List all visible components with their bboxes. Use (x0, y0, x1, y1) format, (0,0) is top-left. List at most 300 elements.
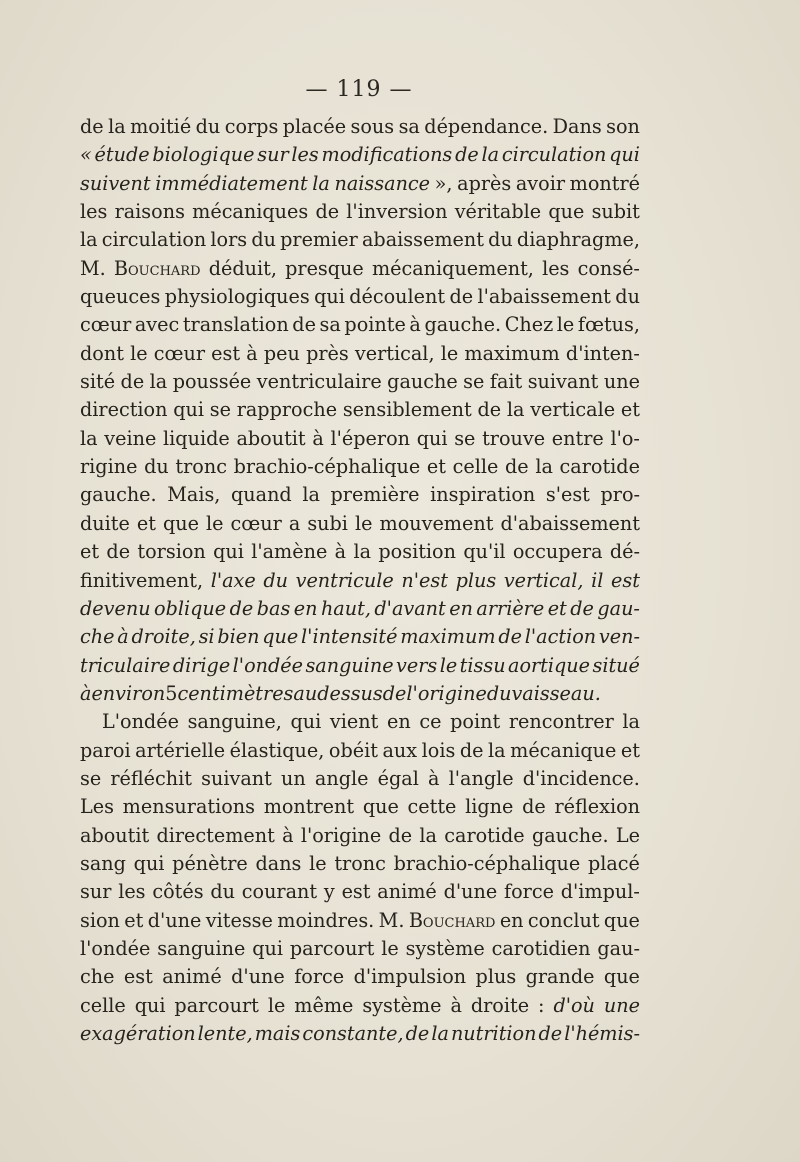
word: Bouchard (113, 256, 201, 280)
word: placée (282, 115, 347, 138)
word: force (504, 880, 554, 904)
text-line (80, 311, 640, 339)
text-line (80, 481, 640, 509)
word: poussée (172, 370, 252, 394)
word: la (108, 115, 126, 138)
word: gau- (597, 596, 640, 620)
word: à (312, 426, 324, 450)
word: le (556, 313, 575, 337)
word: animé (162, 965, 222, 989)
word: abaissement (361, 228, 484, 252)
word: le (309, 851, 327, 875)
word: animé (377, 880, 437, 904)
word: l'origine (300, 823, 382, 847)
text-line (80, 396, 640, 424)
body-text (80, 113, 640, 1048)
word: tissu (459, 653, 506, 677)
word: centimètres (177, 681, 294, 705)
word: du (251, 228, 276, 252)
word: L'ondée (102, 710, 179, 734)
word: vertical, (503, 568, 584, 592)
word: est (341, 880, 371, 904)
text-line (80, 652, 640, 680)
word: paroi (80, 738, 131, 762)
word: Le (615, 823, 640, 847)
word: d'inten- (565, 341, 640, 365)
word: que (162, 511, 199, 535)
word: grande (525, 965, 595, 989)
word: dépendance. (424, 115, 549, 138)
word: mécaniques (192, 200, 309, 224)
word: qui (213, 540, 244, 564)
word: se (80, 766, 102, 790)
word: che (80, 625, 115, 649)
word: de (522, 795, 546, 819)
word: sanguine (305, 653, 394, 677)
word: ventriculaire (256, 370, 382, 394)
word: est (211, 341, 241, 365)
word: vers (396, 653, 438, 677)
word: d'abaissement (500, 511, 640, 535)
word: gauche. (531, 823, 609, 847)
word: l'éperon (330, 426, 410, 450)
word: à (246, 341, 258, 365)
word: raisons (114, 200, 185, 224)
word: et (620, 398, 640, 422)
word: égal (377, 766, 419, 790)
word: duite (80, 511, 130, 535)
word: même (294, 993, 354, 1017)
text-line (80, 567, 640, 595)
word: bien (217, 625, 260, 649)
word: de (405, 1022, 430, 1045)
word: à (282, 823, 294, 847)
word: premier (280, 228, 358, 252)
word: après (457, 171, 512, 195)
word: l'axe (210, 568, 256, 592)
word: oblique (154, 596, 227, 620)
word: aboutit (236, 426, 306, 450)
word: gau- (597, 936, 640, 960)
word: sang (80, 851, 126, 875)
word: le (381, 936, 399, 960)
word: ventricule (295, 568, 394, 592)
word: montré (569, 171, 640, 195)
word: les (542, 256, 570, 280)
word: obéit (328, 738, 378, 762)
text-line (80, 368, 640, 396)
text-line (80, 737, 640, 765)
word: un (281, 766, 306, 790)
word: naissance (334, 171, 431, 195)
word: à (80, 681, 92, 705)
text-line (80, 935, 640, 963)
text-line (80, 1020, 640, 1048)
word: qui (416, 426, 448, 450)
word: Dans (552, 115, 602, 138)
word: maximum (400, 625, 496, 649)
word: mouvement (379, 511, 494, 535)
word: qui (252, 936, 283, 960)
word: aux (382, 738, 418, 762)
word: entre (551, 426, 604, 450)
word: d'une (147, 908, 202, 932)
word: de (120, 370, 145, 394)
text-line (80, 198, 640, 226)
word: une (603, 370, 640, 394)
word: nutrition (450, 1022, 537, 1045)
word: du (210, 880, 235, 904)
word: bas (256, 596, 291, 620)
word: et (136, 511, 156, 535)
word: qui (134, 993, 166, 1017)
word: occupera (512, 540, 603, 564)
word: sur (80, 880, 112, 904)
word: parcourt (174, 993, 259, 1017)
word: la (431, 1022, 449, 1045)
word: suivent (80, 171, 151, 195)
word: l'ondée (80, 936, 151, 960)
word: triculaire (80, 653, 171, 677)
word: pointe (344, 313, 406, 337)
word: vitesse (205, 908, 273, 932)
text-line (80, 878, 640, 906)
word: déduit, (208, 256, 277, 280)
word: la (535, 455, 553, 479)
word: à (409, 313, 421, 337)
word: de (315, 200, 340, 224)
word: l'ondée (232, 653, 303, 677)
word: qui (609, 143, 640, 167)
word: les (291, 143, 319, 167)
word: sur (257, 143, 289, 167)
word: finitivement, (80, 568, 204, 592)
word: le (206, 511, 224, 535)
word: l'action (524, 625, 597, 649)
word: de (505, 455, 529, 479)
word: les (118, 880, 146, 904)
word: quand (231, 483, 292, 507)
word: angle (314, 766, 369, 790)
word: carotide (444, 823, 525, 847)
word: qui (290, 710, 322, 734)
word: et (620, 738, 640, 762)
word: exagération (80, 1022, 196, 1045)
word: sensiblement (342, 398, 472, 422)
word: le (354, 511, 373, 535)
word: du (488, 228, 513, 252)
word: tronc (175, 455, 227, 479)
word: ligne (465, 795, 514, 819)
word: aortique (508, 653, 591, 677)
word: la (481, 143, 500, 167)
word: du (195, 115, 221, 138)
word: rapproche (236, 398, 338, 422)
word: pro- (600, 483, 640, 507)
word: arrière (476, 596, 545, 620)
word: une (603, 993, 640, 1017)
word: : (538, 993, 545, 1017)
word: presque (285, 256, 364, 280)
word: brachio-céphalique (233, 455, 421, 479)
word: réfléchit (110, 766, 192, 790)
text-line (80, 708, 640, 736)
word: en (386, 710, 411, 734)
word: physiologiques (164, 285, 310, 309)
word: environ (91, 681, 166, 705)
word: mensurations (122, 795, 255, 819)
word: suivant (201, 766, 272, 790)
word: de (459, 738, 484, 762)
text-line (80, 340, 640, 368)
word: force (294, 965, 345, 989)
word: courant (241, 880, 318, 904)
text-line (80, 907, 640, 935)
word: », (434, 171, 453, 195)
word: l'angle (448, 766, 514, 790)
word: conclut (527, 908, 600, 932)
word: suivant (527, 370, 599, 394)
word: dessus (317, 681, 383, 705)
word: mécanique (510, 738, 617, 762)
word: point (450, 710, 501, 734)
word: au (293, 681, 318, 705)
word: qui (173, 398, 204, 422)
word: l'o- (610, 426, 640, 450)
word: d'une (443, 880, 498, 904)
word: découlent (349, 285, 446, 309)
word: du (144, 455, 169, 479)
word: qu'il (463, 540, 506, 564)
word: Bouchard (408, 908, 496, 932)
word: de (80, 115, 104, 138)
word: Mais, (167, 483, 221, 507)
word: étude (94, 143, 150, 167)
word: vaisseau. (511, 681, 601, 705)
word: pénètre (172, 851, 248, 875)
text-line (80, 283, 640, 311)
word: carotide (559, 455, 640, 479)
word: de (292, 313, 316, 337)
word: cœur (230, 511, 282, 535)
word: à (117, 625, 129, 649)
word: la (419, 823, 437, 847)
word: n'est (401, 568, 448, 592)
word: si (198, 625, 215, 649)
word: a (288, 511, 301, 535)
word: de (477, 398, 502, 422)
word: le (439, 653, 458, 677)
word: « (80, 143, 92, 167)
word: sanguine, (187, 710, 282, 734)
word: à (428, 766, 440, 790)
word: la (488, 738, 506, 762)
word: de (449, 285, 474, 309)
word: trouve (482, 426, 546, 450)
text-line (80, 992, 640, 1020)
word: position (378, 540, 456, 564)
word: circulation (501, 143, 607, 167)
word: la (506, 398, 525, 422)
word: système (362, 993, 442, 1017)
word: le (267, 993, 286, 1017)
word: le (130, 341, 148, 365)
word: réflexion (554, 795, 640, 819)
word: artérielle (135, 738, 226, 762)
word: montrent (263, 795, 355, 819)
word: dont (80, 341, 124, 365)
word: de (229, 596, 254, 620)
word: gauche. (424, 313, 502, 337)
word: son (606, 115, 640, 138)
word: de (388, 823, 413, 847)
word: en (499, 908, 524, 932)
word: l'hémis- (564, 1022, 640, 1045)
word: la (302, 483, 320, 507)
word: sa (398, 115, 420, 138)
word: en (293, 596, 318, 620)
word: se (463, 370, 485, 394)
word: haut, (320, 596, 371, 620)
word: immédiatement (155, 171, 308, 195)
word: liquide (163, 426, 230, 450)
word: de (498, 625, 522, 649)
text-line (80, 623, 640, 651)
word: brachio-céphalique (393, 851, 581, 875)
word: subi (307, 511, 348, 535)
word: du (263, 568, 288, 592)
word: cœur (80, 313, 132, 337)
word: que (603, 965, 640, 989)
word: rigine (80, 455, 138, 479)
word: la (622, 710, 640, 734)
word: droite, (131, 625, 196, 649)
text-line (80, 850, 640, 878)
word: 5 (165, 681, 178, 705)
word: che (80, 965, 115, 989)
word: d'incidence. (522, 766, 640, 790)
word: celle (80, 993, 126, 1017)
word: verticale (530, 398, 616, 422)
text-line (80, 255, 640, 283)
word: se (209, 398, 231, 422)
word: élastique, (229, 738, 325, 762)
word: diaphragme, (516, 228, 640, 252)
word: l'origine (406, 681, 487, 705)
text-line (80, 226, 640, 254)
word: cette (407, 795, 457, 819)
word: M. (378, 908, 405, 932)
word: en (449, 596, 473, 620)
word: gauche. (80, 483, 157, 507)
word: avoir (515, 171, 565, 195)
word: constante, (302, 1022, 404, 1045)
word: maximum (464, 341, 560, 365)
word: de (538, 1022, 563, 1045)
word: d'impulsion (353, 965, 467, 989)
word: l'intensité (301, 625, 398, 649)
word: plus (455, 568, 497, 592)
word: côtés (152, 880, 204, 904)
word: et (80, 540, 100, 564)
word: sité (80, 370, 116, 394)
word: l'abaissement (477, 285, 611, 309)
word: moindres. (277, 908, 375, 932)
word: de (570, 596, 594, 620)
word: veine (104, 426, 157, 450)
word: plus (475, 965, 517, 989)
word: d'impul- (560, 880, 640, 904)
word: de (382, 681, 407, 705)
word: consé- (577, 256, 640, 280)
word: qui (133, 851, 165, 875)
word: à (334, 540, 347, 564)
word: translation (182, 313, 289, 337)
word: fœtus, (577, 313, 640, 337)
word: que (362, 795, 399, 819)
word: fait (489, 370, 523, 394)
word: vertical, (354, 341, 435, 365)
word: dans (255, 851, 302, 875)
text-line (80, 425, 640, 453)
word: Chez (504, 313, 554, 337)
word: modifications (321, 143, 453, 167)
word: sanguine (157, 936, 246, 960)
word: et (547, 596, 567, 620)
word: lente, (197, 1022, 253, 1045)
word: à (450, 993, 462, 1017)
word: que (262, 625, 299, 649)
word: est (123, 965, 153, 989)
word: directement (156, 823, 275, 847)
word: lors (210, 228, 248, 252)
word: circulation (101, 228, 207, 252)
word: inspiration (430, 483, 536, 507)
text-line (80, 453, 640, 481)
word: celle (452, 455, 499, 479)
word: vient (329, 710, 379, 734)
word: ven- (598, 625, 640, 649)
word: la (80, 228, 98, 252)
word: direction (80, 398, 168, 422)
word: mécaniquement, (371, 256, 534, 280)
word: placé (587, 851, 640, 875)
word: il (591, 568, 604, 592)
word: M. (80, 256, 106, 280)
word: corps (224, 115, 279, 138)
word: la (312, 171, 330, 195)
word: l'inversion (346, 200, 448, 224)
word: Les (80, 795, 114, 819)
word: la (80, 426, 98, 450)
word: subit (591, 200, 640, 224)
text-line (80, 538, 640, 566)
word: première (330, 483, 420, 507)
word: biologique (152, 143, 255, 167)
word: d'avant (374, 596, 446, 620)
word: le (440, 341, 459, 365)
text-line (80, 793, 640, 821)
word: gauche (387, 370, 458, 394)
word: d'où (553, 993, 595, 1017)
word: y (323, 880, 335, 904)
word: et (124, 908, 144, 932)
word: l'amène (251, 540, 328, 564)
word: situé (592, 653, 640, 677)
text-line (80, 765, 640, 793)
word: lois (421, 738, 456, 762)
word: rencontrer (508, 710, 614, 734)
